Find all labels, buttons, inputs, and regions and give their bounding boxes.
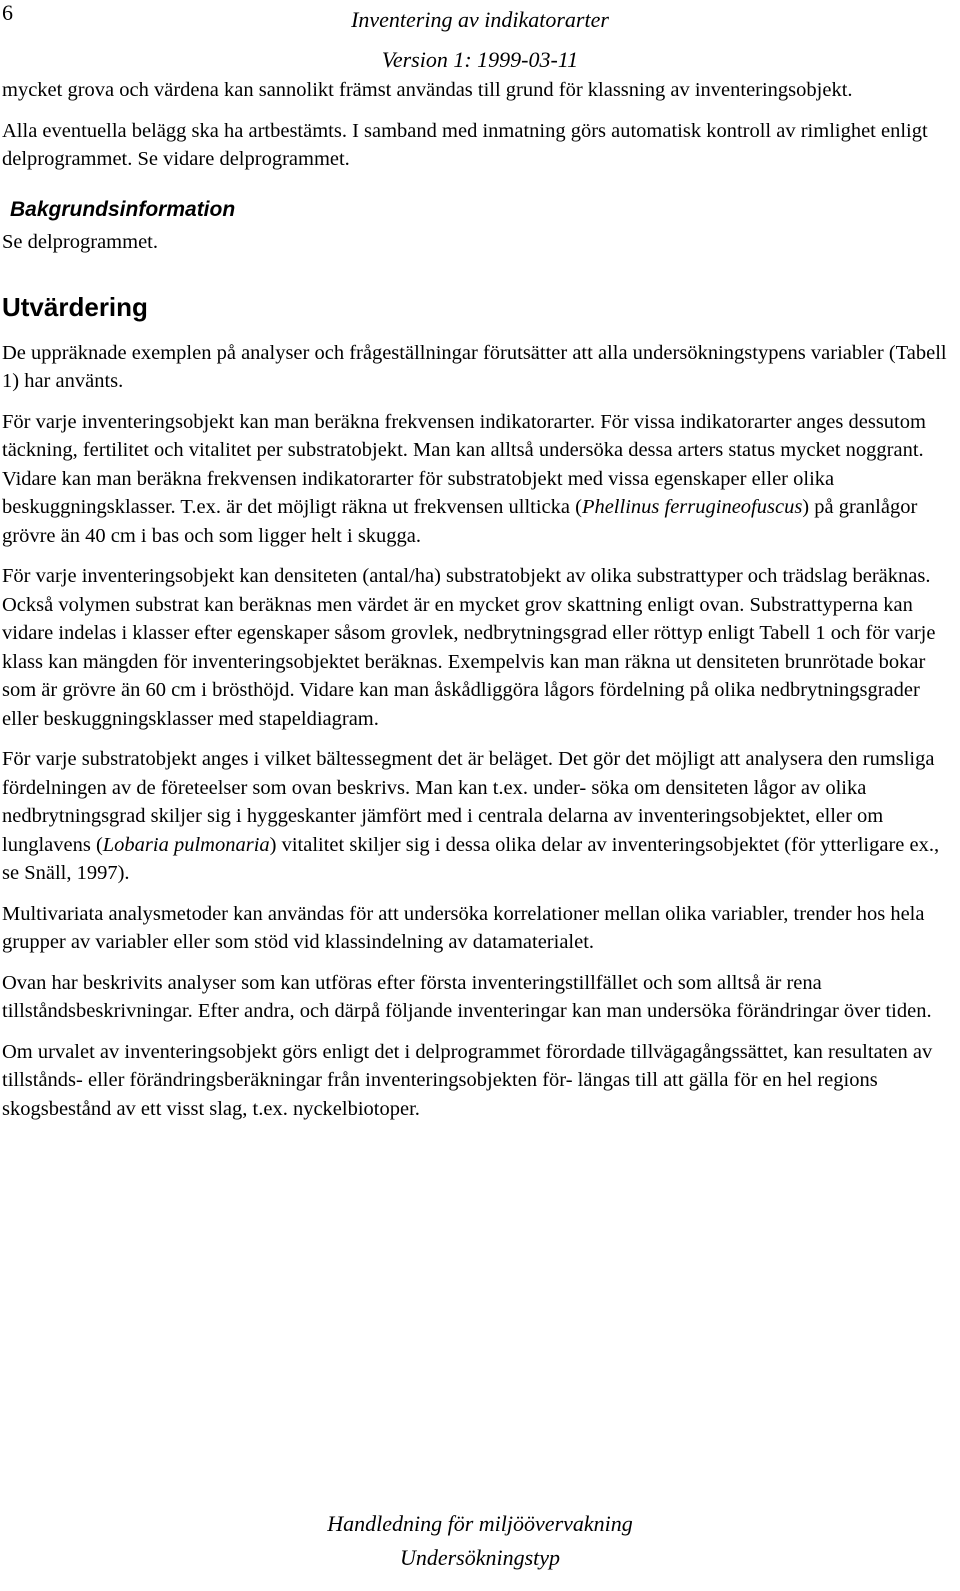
text-run: ) vitalitet skiljer sig i dessa olika delar av inventeringsobjektet (för ytterligare ex., se Snäll, 1997). <box>2 833 940 884</box>
paragraph <box>2 408 950 551</box>
text-run: För varje inventeringsobjekt kan man beräkna frekvensen indikatorarter. För vissa indikatorarter anges dessutom täckning, fertilitet och vitalitet per substratobjekt. Man kan alltså undersöka dessa arters status mycket noggrant. Vidare kan man beräkna frekvensen indikatorarter för substratobjekt med vissa egenskaper eller olika beskuggningsklasser. T.ex. är det möjligt räkna ut frekvensen ullticka ( <box>2 410 926 518</box>
paragraph <box>2 745 950 888</box>
species-name: Lobaria pulmonaria <box>102 833 270 856</box>
paragraph: Om urvalet av inventeringsobjekt görs enligt det i delprogrammet förordade tillvägagångssättet, kan resultaten av tillstånds- eller förändringsberäkningar från inventeringsobjekten för- längas till att gälla för en hel regions skogsbestånd av ett visst slag, t.ex. nyckelbiotoper. <box>2 1040 933 1120</box>
paragraph: Ovan har beskrivits analyser som kan utföras efter första inventeringstillfället och som alltså är rena tillståndsbeskrivningar. Efter andra, och därpå följande inventeringar kan man undersöka förändringar över tiden. <box>2 971 932 1022</box>
page-body <box>2 76 950 1135</box>
paragraph: Alla eventuella belägg ska ha artbestämts. I samband med inmatning görs automatisk kontroll av rimlighet enligt delprogrammet. Se vidare delprogrammet. <box>2 119 928 170</box>
page-footer <box>0 1507 960 1575</box>
page-header <box>0 0 960 80</box>
paragraph: Se delprogrammet. <box>2 231 158 253</box>
section-heading-bakgrundsinformation: Bakgrundsinformation <box>10 197 236 221</box>
paragraph: Multivariata analysmetoder kan användas för att undersöka korrelationer mellan olika variabler, trender hos hela grupper av variabler eller som stöd vid klassindelning av datamaterialet. <box>2 902 925 953</box>
document-version: Version 1: 1999-03-11 <box>381 47 579 72</box>
document-title: Inventering av indikatorarter <box>351 7 609 32</box>
species-name: Phellinus ferrugineofuscus <box>581 496 803 518</box>
footer-line: Undersökningstyp <box>399 1545 561 1570</box>
paragraph: För varje inventeringsobjekt kan densiteten (antal/ha) substratobjekt av olika substrattyper och trädslag beräknas. Också volymen substrat kan beräknas men värdet är en mycket grov skattning enligt ovan. Substrattyperna kan vidare indelas i klasser efter egenskaper såsom grovlek, nedbrytningsgrad eller röttyp enligt Tabell 1 och för varje klass kan mängden för inventeringsobjektet beräknas. Exempelvis kan man räkna ut densiteten brunrötade bokar som är grövre än 60 cm i brösthöjd. Vidare kan man åskådliggöra lågors fördelning på olika nedbrytningsgrader eller beskuggningsklasser med stapeldiagram. <box>2 565 936 730</box>
text-run: För varje substratobjekt anges i vilket bältessegment det är beläget. Det gör det möjligt att analysera den rumsliga fördelningen av de företeelser som ovan beskrivs. Man kan t.ex. under- söka om densiteten lågor av olika nedbrytningsgrad skiljer sig i hyggeskanter jämfört med i centrala delarna av inventeringsobjektet, eller om lunglavens ( <box>2 748 935 856</box>
paragraph: De uppräknade exemplen på analyser och frågeställningar förutsätter att alla undersökningstypens variabler (Tabell 1) har använts. <box>2 341 947 392</box>
section-heading-utvardering: Utvärdering <box>2 291 148 322</box>
footer-line: Handledning för miljöövervakning <box>327 1511 633 1536</box>
text-run: ) på granlågor grövre än 40 cm i bas och som ligger helt i skugga. <box>2 496 918 547</box>
page-number: 6 <box>2 0 13 25</box>
paragraph: mycket grova och värdena kan sannolikt främst användas till grund för klassning av inventeringsobjekt. <box>2 79 853 101</box>
